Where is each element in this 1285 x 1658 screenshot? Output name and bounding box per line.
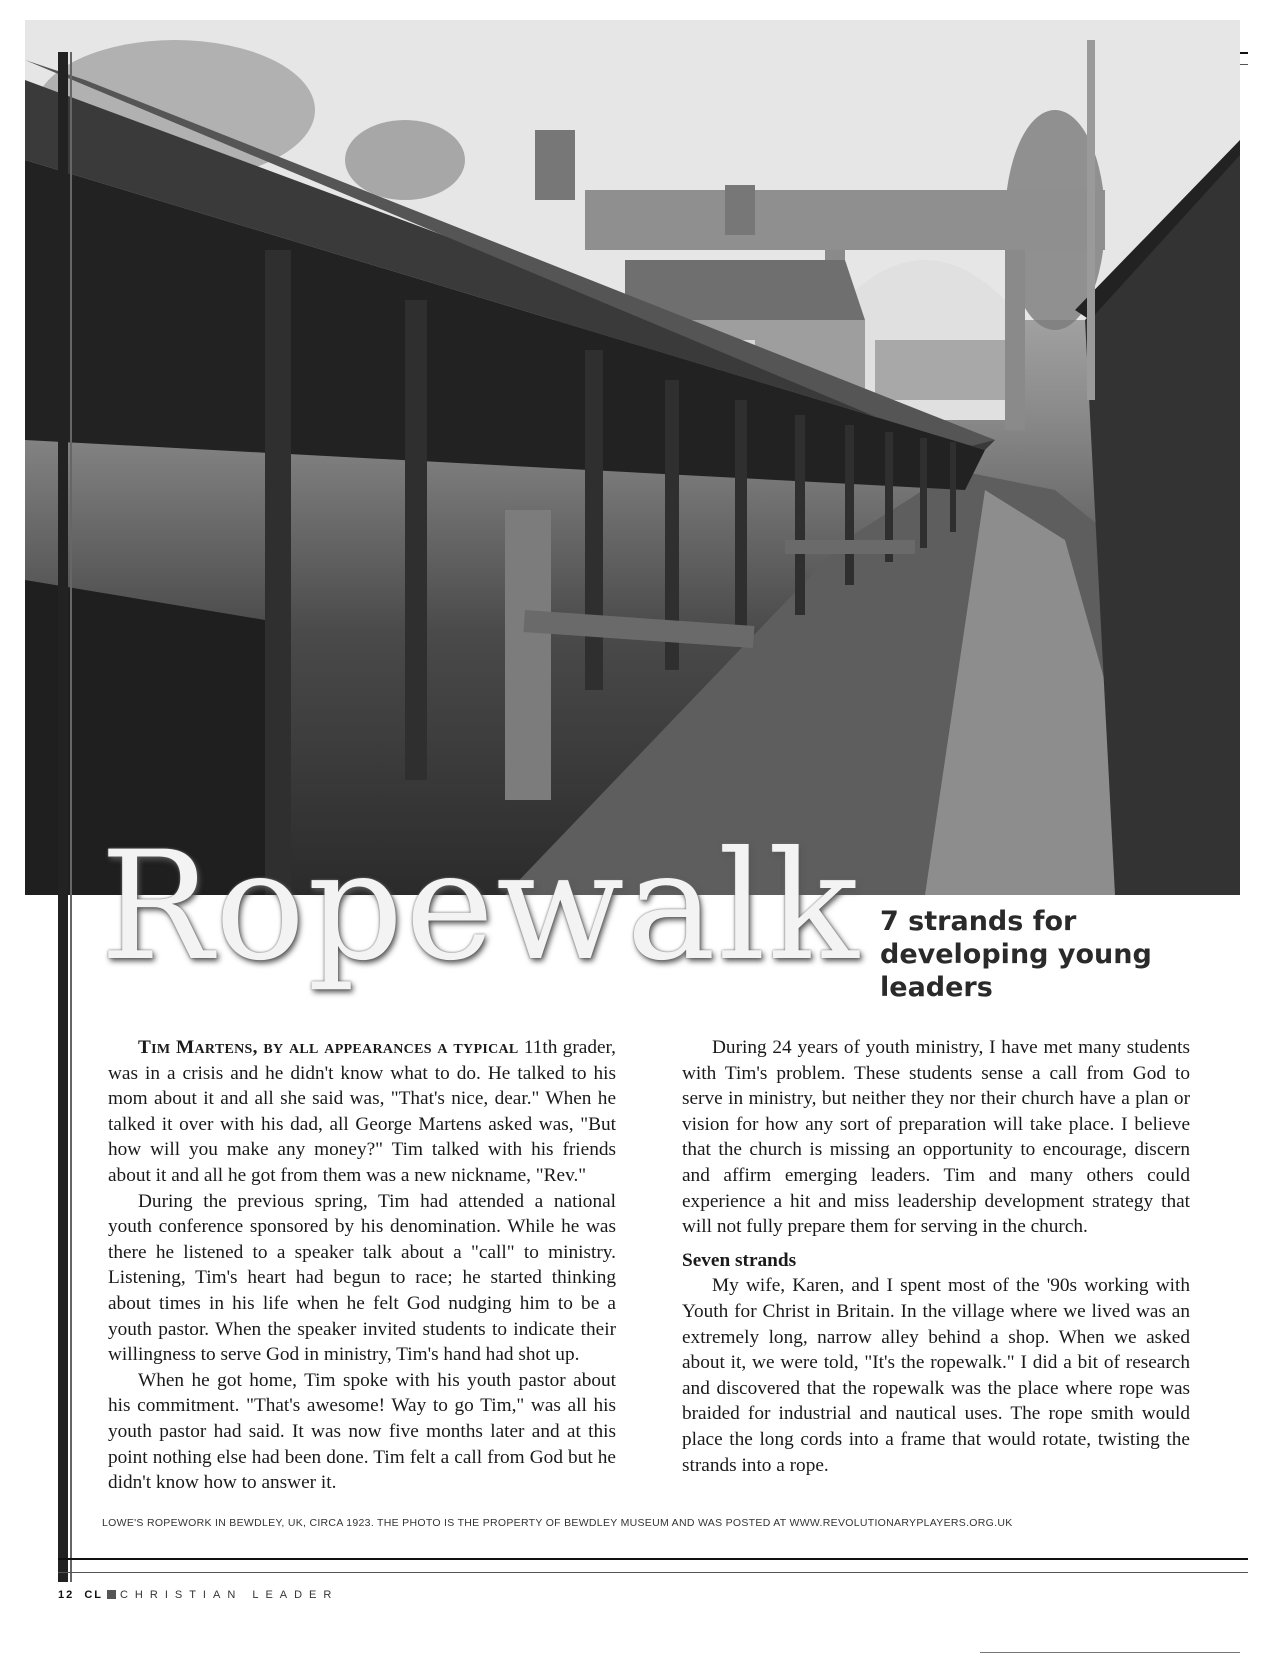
footer-tail-rule xyxy=(980,1652,1240,1653)
page-footer xyxy=(58,1589,338,1601)
article-title: Ropewalk xyxy=(100,820,861,994)
square-bullet-icon xyxy=(107,1590,116,1599)
photo-caption: LOWE'S ROPEWORK IN BEWDLEY, UK, CIRCA 1923. THE PHOTO IS THE PROPERTY OF BEWDLEY MUSEUM AND WAS POSTED AT WWW.REVOLUTIONARYPLAYERS.ORG.UK xyxy=(102,1517,1013,1529)
section-heading: Seven strands xyxy=(682,1249,797,1271)
bottom-rule-thin xyxy=(58,1572,1248,1573)
paragraph-2: During the previous spring, Tim had attended a national youth conference sponsored by his denomination. While he was there he listened to a speaker talk about a "call" to ministry. Listening, Tim's heart had begun to race; he started thinking about times in his life when he felt God nudging him to be a youth pastor. When the speaker invited students to indicate their willingness to serve God in ministry, Tim's hand had shot up. xyxy=(108,1190,616,1366)
magazine-name: CHRISTIAN LEADER xyxy=(119,1589,339,1601)
left-rule xyxy=(58,52,68,1582)
body-column-left xyxy=(108,1035,616,1496)
lead-in: Tim Martens, by all appearances a typical xyxy=(138,1037,519,1058)
ropewalk-photo xyxy=(25,20,1240,895)
paragraph-3: When he got home, Tim spoke with his youth pastor about his commitment. "That's awesome! Way to go Tim," was all his youth pastor had said. It was now five months later and at this point nothing else had been done. Tim felt a call from God but he didn't know how to answer it. xyxy=(108,1369,616,1494)
article-subtitle: 7 strands for developing young leaders xyxy=(880,906,1152,1003)
bottom-rule xyxy=(58,1558,1248,1560)
paragraph-4: During 24 years of youth ministry, I have met many students with Tim's problem. These students sense a call from God to serve in ministry, but neither they nor their church have a plan or vision for how any sort of preparation will take place. I believe that the church is missing an opportunity to encourage, discern and affirm emerging leaders. Tim and many others could experience a hit and miss leadership development strategy that will not fully prepare them for serving in the church. xyxy=(682,1037,1190,1238)
ropewalk-photo-illustration xyxy=(25,20,1240,895)
paragraph-1 xyxy=(108,1035,616,1189)
body-column-right xyxy=(682,1035,1190,1478)
paragraph-1-text: 11th grader, was in a crisis and he didn't know what to do. He talked to his mom about it and all she said was, "That's nice, dear." When he talked it over with his dad, all George Martens asked was, "But how will you make any money?" Tim talked with his friends about it and all he got from them was a new nickname, "Rev." xyxy=(108,1037,616,1186)
left-rule-thin xyxy=(70,52,72,1582)
paragraph-5: My wife, Karen, and I spent most of the '90s working with Youth for Christ in Britain. In the village where we lived was an extremely long, narrow alley behind a shop. When we asked about it, we were told, "It's the ropewalk." I did a bit of research and discovered that the ropewalk was the place where rope was braided for industrial and nautical uses. The rope smith would place the long cords into a frame that would rotate, twisting the strands into a rope. xyxy=(682,1275,1190,1476)
page-number: 12 xyxy=(58,1589,75,1601)
magazine-abbrev: CL xyxy=(84,1589,103,1601)
